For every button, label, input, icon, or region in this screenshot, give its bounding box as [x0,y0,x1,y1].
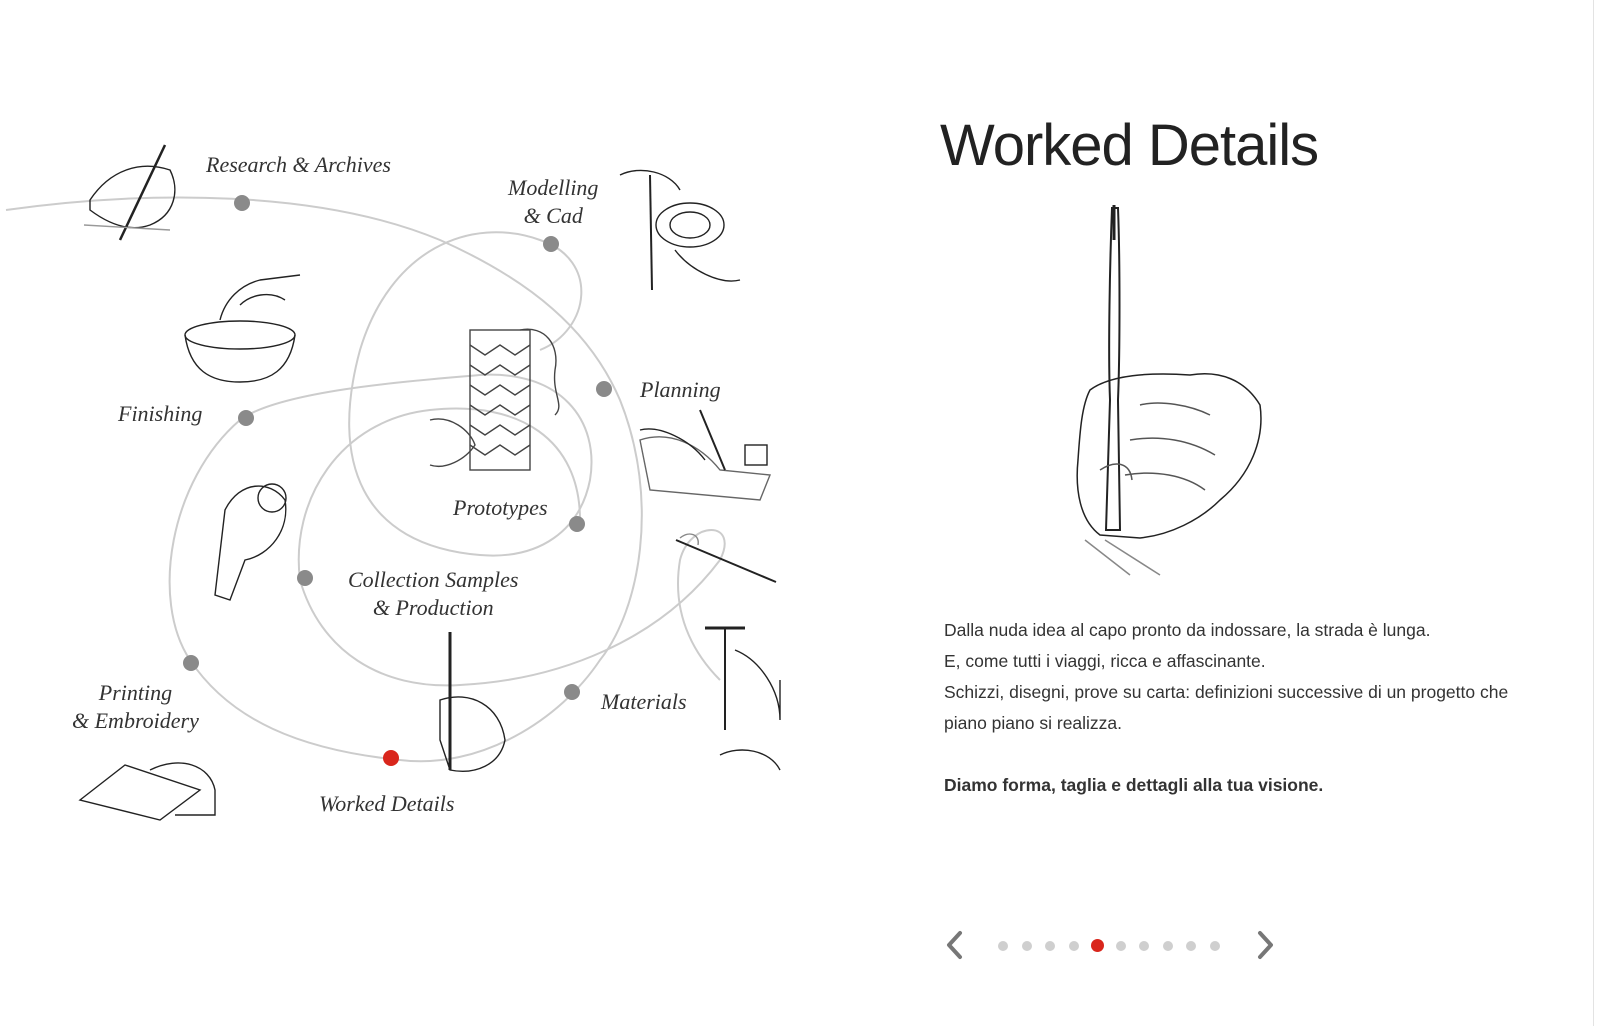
node-materials [564,684,580,700]
fabric-pleats-icon [430,329,559,470]
detail-description [944,615,1554,801]
prev-button[interactable] [940,928,970,962]
label-worked-details[interactable] [319,790,454,818]
node-modelling [543,236,559,252]
pager-dot-active[interactable] [1091,939,1104,952]
label-line: Prototypes [453,495,548,520]
label-line: Finishing [118,401,203,426]
pager-dot[interactable] [1210,941,1220,951]
label-line: & Cad [523,203,583,228]
label-line: & Embroidery [72,708,199,733]
pager-dot[interactable] [1163,941,1173,951]
pager-dot[interactable] [1186,941,1196,951]
label-planning[interactable] [640,376,721,404]
pocket-watch-hand-icon [215,484,286,600]
label-line: Planning [640,377,721,402]
node-research [234,195,250,211]
label-materials[interactable] [601,688,687,716]
needle-thread-icon [676,534,776,582]
pager-dot[interactable] [1045,941,1055,951]
label-line: & Production [372,595,494,620]
page-edge [1593,0,1594,1026]
card-hand-icon [80,763,215,820]
wash-basin-icon [185,275,300,382]
label-line: Worked Details [319,791,455,816]
label-line: Research & Archives [206,152,391,177]
quill-inkwell-icon [640,410,770,500]
pager-dot[interactable] [1022,941,1032,951]
description-paragraph: Dalla nuda idea al capo pronto da indossare, la strada è lunga. [944,620,1431,640]
measuring-tape-hand-icon [620,170,740,290]
label-line: Modelling [508,175,599,200]
writing-hand-icon [84,145,175,240]
label-line: Printing [98,680,173,705]
hero-illustration [1070,200,1270,580]
description-cta: Diamo forma, taglia e dettagli alla tua visione. [944,775,1324,795]
label-prototypes[interactable] [453,494,548,522]
carousel-pager [940,928,1280,962]
label-line: Collection Samples [348,567,519,592]
node-worked-details-active [383,750,399,766]
node-planning [596,381,612,397]
next-button[interactable] [1250,928,1280,962]
label-line: Materials [601,689,687,714]
detail-title: Worked Details [940,113,1319,178]
label-research-archives[interactable] [206,151,391,179]
pager-dot[interactable] [1139,941,1149,951]
pager-dot[interactable] [1069,941,1079,951]
pager-dot[interactable] [1116,941,1126,951]
node-finishing [238,410,254,426]
corkscrew-tool-hand-icon [705,628,780,770]
chevron-right-icon [1250,928,1280,962]
pen-hand-icon [1070,200,1270,580]
description-paragraph: E, come tutti i viaggi, ricca e affascinante. [944,651,1266,671]
label-printing-embroidery[interactable] [72,679,199,735]
journey-path [6,198,725,762]
chevron-left-icon [940,928,970,962]
pencil-hand-icon [440,632,505,771]
label-modelling-cad[interactable] [508,174,598,230]
label-finishing[interactable] [118,400,202,428]
node-prototypes [569,516,585,532]
node-printing [183,655,199,671]
node-collection [297,570,313,586]
label-collection-samples[interactable] [348,566,518,622]
description-paragraph: Schizzi, disegni, prove su carta: definizioni successive di un progetto che piano piano si realizza. [944,682,1509,733]
pager-dot[interactable] [998,941,1008,951]
